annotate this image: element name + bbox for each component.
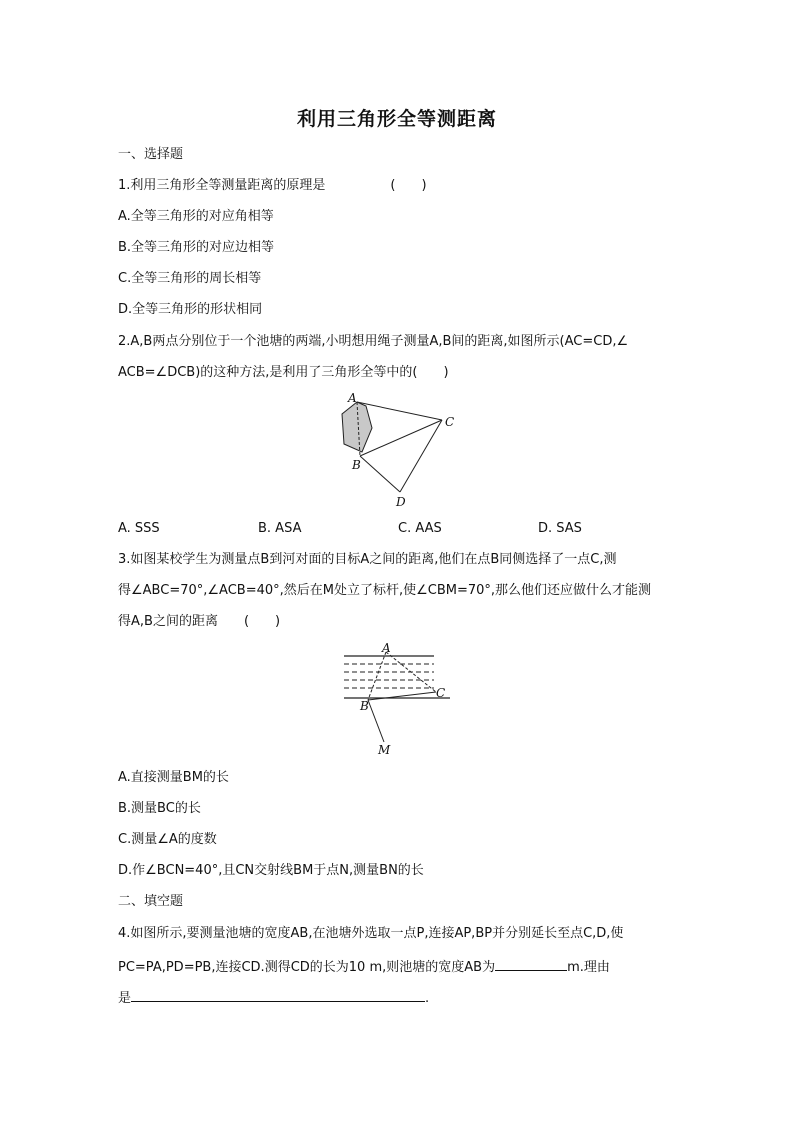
point-a-label: A bbox=[382, 641, 391, 655]
segment-ac bbox=[357, 402, 442, 420]
question-1-option-c: C.全等三角形的周长相等 bbox=[118, 271, 262, 286]
question-2-stem-line-1: 2.A,B两点分别位于一个池塘的两端,小明想用绳子测量A,B间的距离,如图所示(AC=CD,∠ bbox=[118, 334, 629, 349]
question-4-text-before-blank: PC=PA,PD=PB,连接CD.测得CD的长为10 m,则池塘的宽度AB为 bbox=[118, 960, 496, 975]
question-4-end-period: . bbox=[425, 991, 430, 1006]
question-1-option-d: D.全等三角形的形状相同 bbox=[118, 302, 263, 317]
point-b-label: B bbox=[360, 699, 369, 713]
point-b-label: B bbox=[352, 458, 361, 472]
question-4-stem-line-2 bbox=[118, 956, 688, 977]
segment-bm bbox=[368, 700, 384, 742]
point-c-label: C bbox=[436, 686, 446, 700]
point-c-label: C bbox=[445, 415, 455, 429]
question-3-stem-line-3: 得A,B之间的距离 ( ) bbox=[118, 614, 281, 629]
question-3-option-d: D.作∠BCN=40°,且CN交射线BM于点N,测量BN的长 bbox=[118, 863, 424, 878]
question-3-stem-line-1: 3.如图某校学生为测量点B到河对面的目标A之间的距离,他们在点B同侧选择了一点C,测 bbox=[118, 552, 617, 567]
question-3-figure bbox=[338, 640, 462, 760]
question-1-option-b: B.全等三角形的对应边相等 bbox=[118, 240, 275, 255]
page-title: 利用三角形全等测距离 bbox=[296, 108, 497, 130]
question-2-option-a: A. SSS bbox=[118, 521, 160, 536]
question-2-option-d: D. SAS bbox=[538, 521, 582, 536]
question-3-option-b: B.测量BC的长 bbox=[118, 801, 201, 816]
section-heading-choice: 一、选择题 bbox=[118, 147, 184, 162]
answer-blank-reason[interactable] bbox=[131, 987, 425, 1002]
point-a-label: A bbox=[348, 391, 357, 405]
segment-bd bbox=[360, 456, 400, 492]
question-3-stem-line-2: 得∠ABC=70°,∠ACB=40°,然后在M处立了标杆,使∠CBM=70°,那么他们还应做什么才能测 bbox=[118, 583, 652, 598]
question-4-stem-line-1: 4.如图所示,要测量池塘的宽度AB,在池塘外选取一点P,连接AP,BP并分别延长至点C,D,使 bbox=[118, 926, 624, 941]
segment-bc bbox=[368, 692, 436, 700]
question-2-figure bbox=[330, 388, 470, 512]
question-3-option-a: A.直接测量BM的长 bbox=[118, 770, 229, 785]
question-1-option-a: A.全等三角形的对应角相等 bbox=[118, 209, 274, 224]
point-m-label: M bbox=[378, 743, 391, 757]
question-4-reason-label: 是 bbox=[118, 991, 132, 1006]
section-heading-fill-blank: 二、填空题 bbox=[118, 894, 184, 909]
question-2-option-c: C. AAS bbox=[398, 521, 442, 536]
point-d-label: D bbox=[396, 495, 406, 509]
question-2-option-b: B. ASA bbox=[258, 521, 302, 536]
question-4-text-after-blank: m.理由 bbox=[567, 960, 610, 975]
segment-ab bbox=[368, 652, 386, 700]
answer-blank-width[interactable] bbox=[495, 956, 567, 971]
segment-bc bbox=[360, 420, 442, 456]
question-2-stem-line-2: ACB=∠DCB)的这种方法,是利用了三角形全等中的( ) bbox=[118, 365, 449, 380]
question-3-option-c: C.测量∠A的度数 bbox=[118, 832, 217, 847]
segment-cd bbox=[400, 420, 442, 492]
question-1-stem: 1.利用三角形全等测量距离的原理是 ( ) bbox=[118, 178, 427, 193]
question-4-stem-line-3 bbox=[118, 987, 688, 1008]
